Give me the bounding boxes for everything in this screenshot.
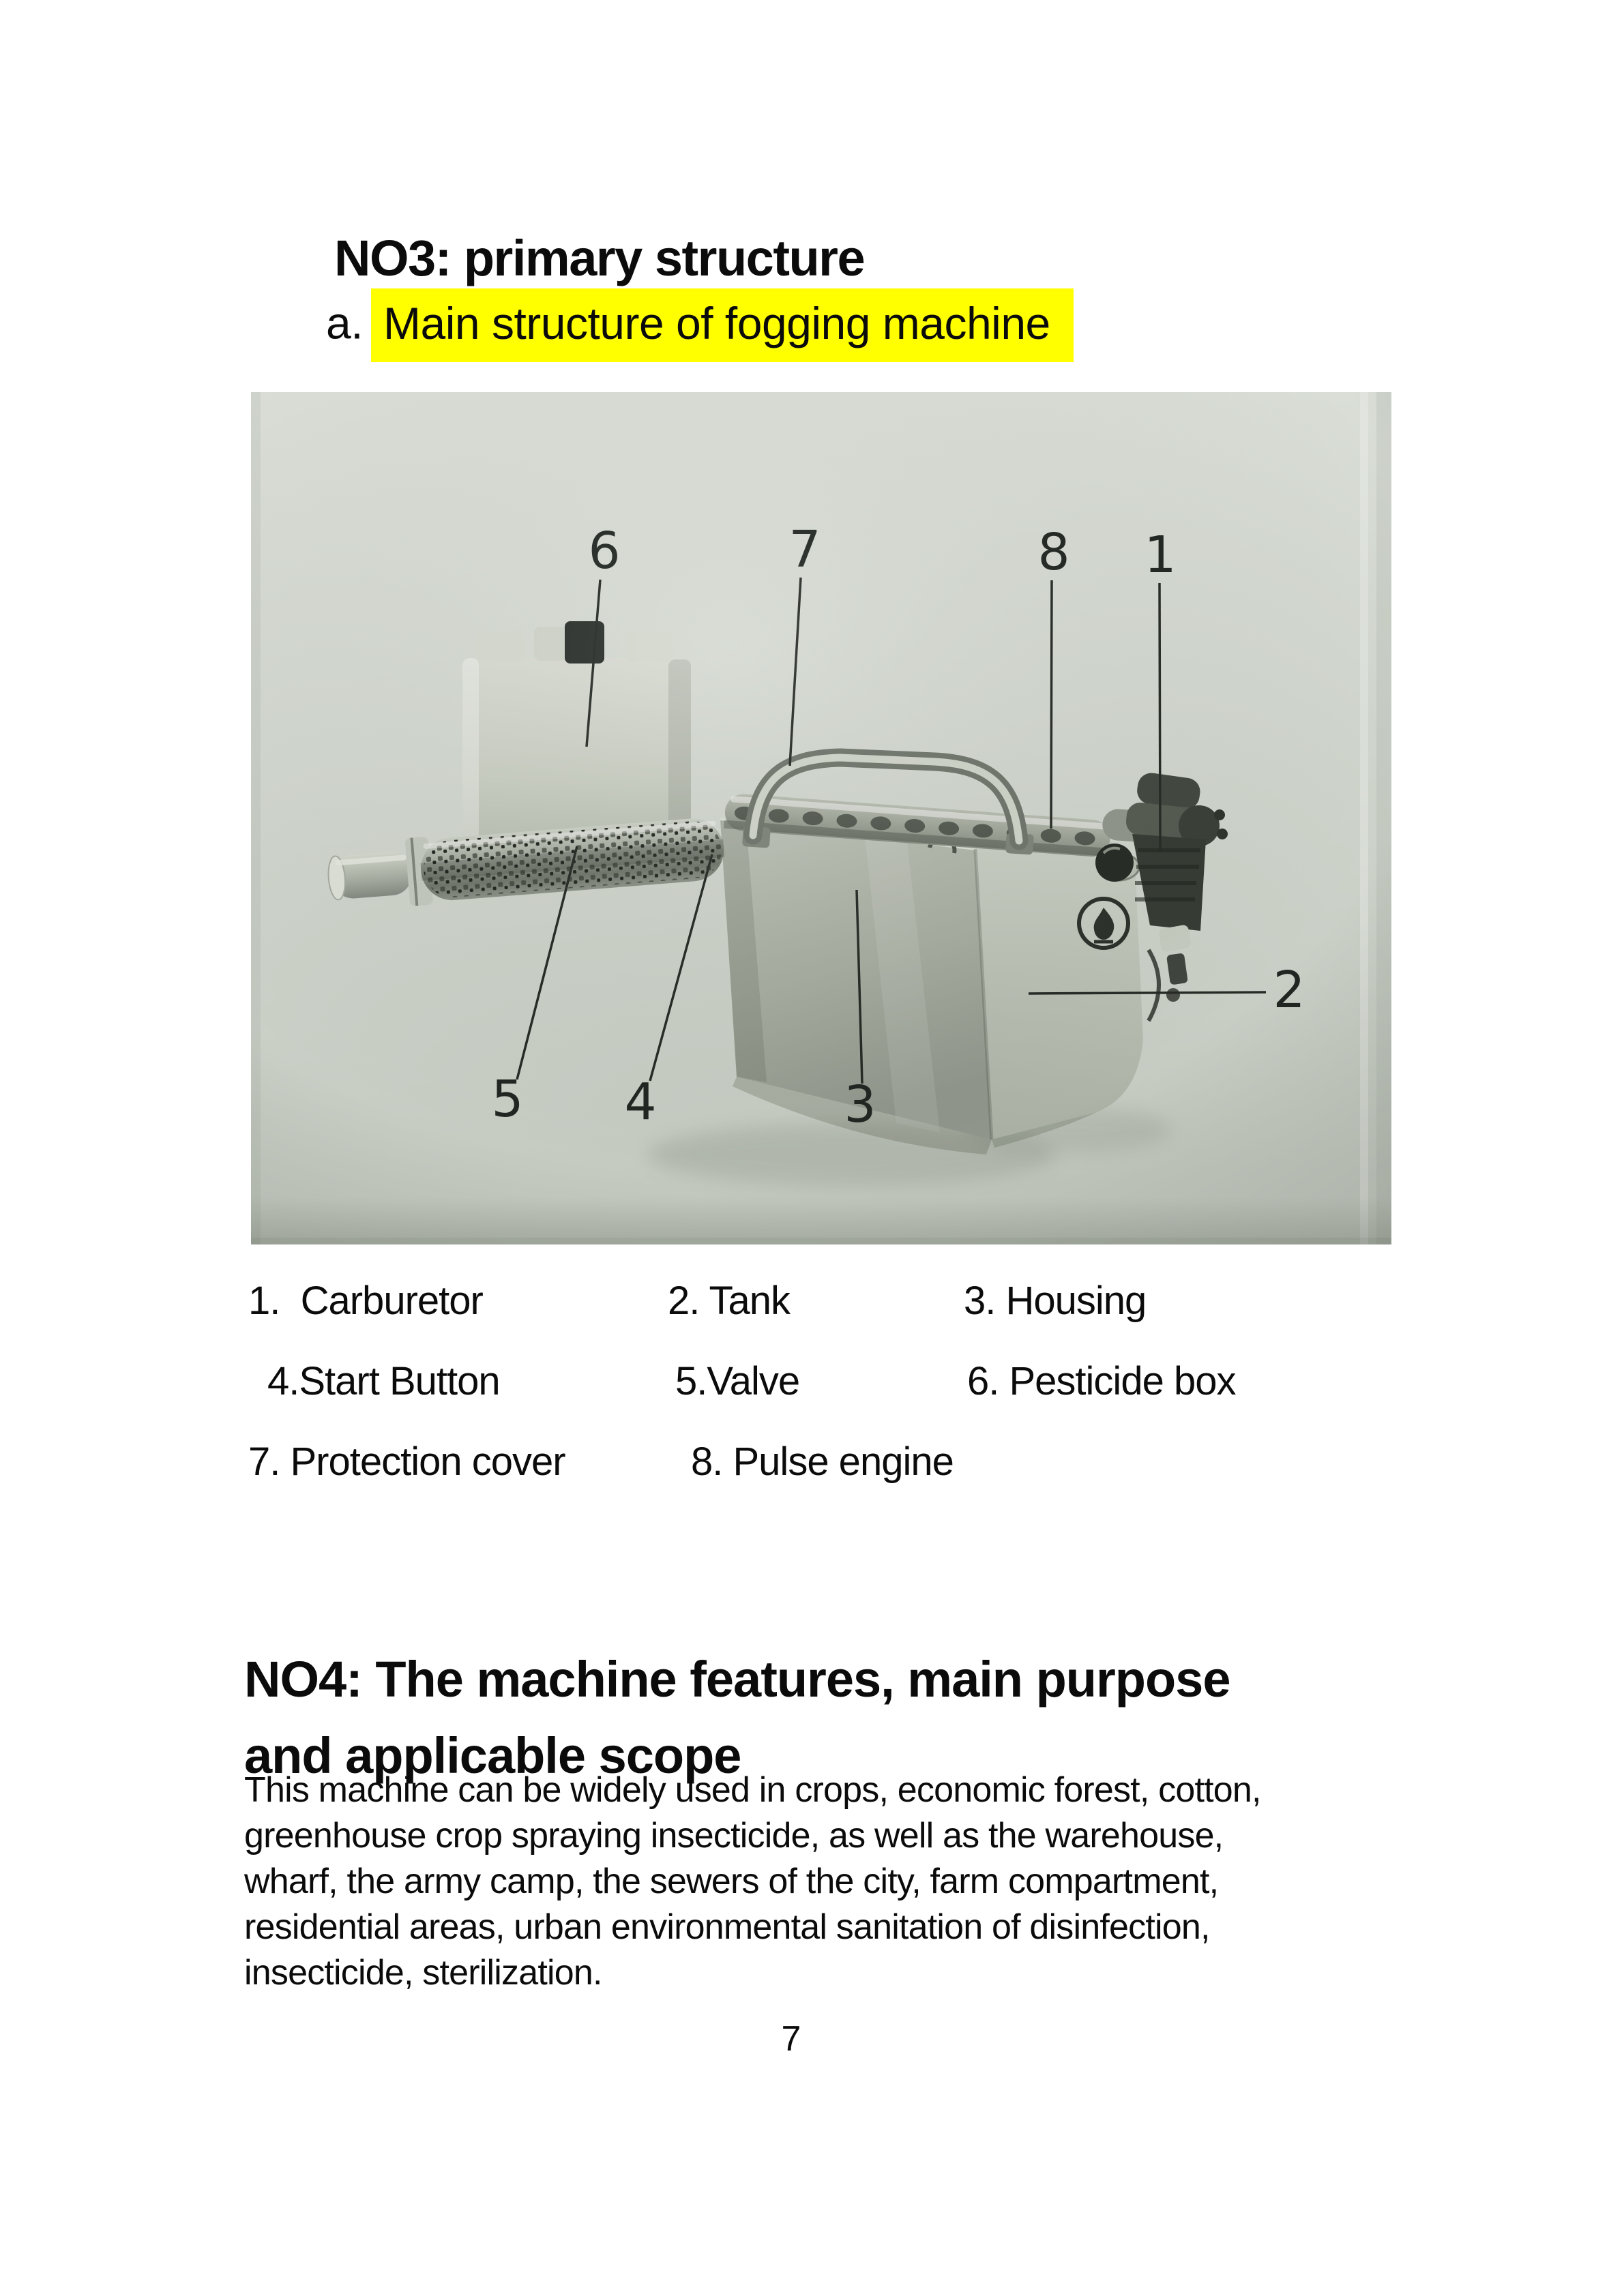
paragraph-line: This machine can be widely used in crops, economic forest, cotton, (244, 1770, 1261, 1810)
paragraph-line: wharf, the army camp, the sewers of the city, farm compartment, (244, 1862, 1219, 1901)
photo-bottom-shade (251, 1197, 1391, 1238)
machine-figure (251, 392, 1391, 1244)
body-paragraph (244, 1768, 1261, 1996)
page-number: 7 (781, 2019, 801, 2059)
part-item-4: 4.Start Button (267, 1359, 500, 1403)
part-item-5: 5.Valve (675, 1359, 800, 1403)
photo-bottom-edge (251, 1238, 1391, 1244)
section4-title-line2: and applicable scope (244, 1727, 741, 1785)
part-item-7: 7. Protection cover (248, 1440, 565, 1484)
part-item-3: 3. Housing (964, 1279, 1147, 1323)
section3-item-a (326, 293, 1074, 349)
paragraph-line: residential areas, urban environmental sanitation of disinfection, (244, 1907, 1210, 1947)
highlighted-text: Main structure of fogging machine (371, 288, 1074, 362)
photo-vignette (251, 392, 1391, 1244)
section3-title: NO3: primary structure (334, 229, 865, 286)
machine-photo-svg (251, 392, 1391, 1244)
section4-title-line1: NO4: The machine features, main purpose (244, 1651, 1230, 1708)
part-item-8: 8. Pulse engine (691, 1440, 954, 1484)
part-item-2: 2. Tank (668, 1279, 790, 1323)
part-item-6: 6. Pesticide box (967, 1359, 1236, 1403)
list-marker: a. (326, 297, 364, 348)
part-item-1: 1. Carburetor (248, 1279, 483, 1323)
paragraph-line: greenhouse crop spraying insecticide, as well as the warehouse, (244, 1816, 1224, 1855)
paragraph-line: insecticide, sterilization. (244, 1953, 602, 1993)
